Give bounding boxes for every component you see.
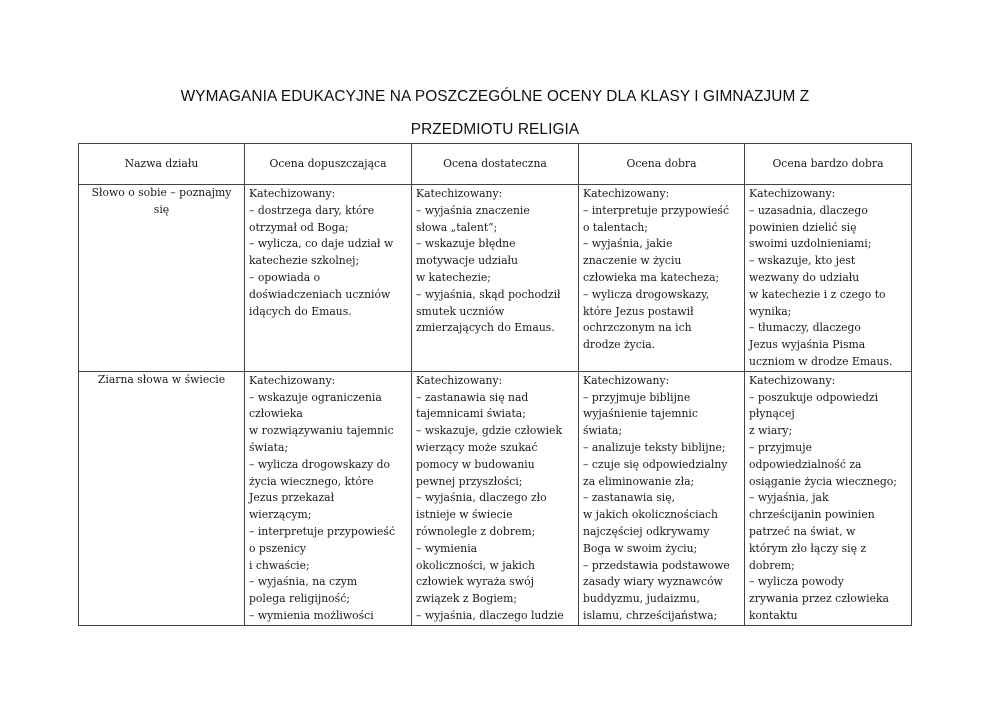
requirement-line: zmierzających do Emaus. [416, 321, 555, 335]
requirement-line: – wymienia [416, 541, 478, 555]
requirements-table [78, 143, 912, 626]
requirement-line: – wymienia możliwości [249, 608, 374, 622]
requirement-line: z wiary; [749, 424, 793, 438]
requirement-line: patrzeć na świat, w [749, 524, 856, 538]
requirement-line: – wyjaśnia, na czym [249, 575, 358, 589]
requirement-line: – interpretuje przypowieść [249, 524, 395, 538]
requirement-line: – wskazuje ograniczenia [249, 390, 382, 404]
requirement-line: – uzasadnia, dlaczego [749, 203, 868, 217]
requirement-line: o pszenicy [249, 541, 307, 555]
requirement-line: swoimi uzdolnieniami; [749, 237, 872, 251]
requirement-line: ochrzczonym na ich [583, 321, 692, 335]
requirement-line: człowiek wyraża swój [416, 575, 534, 589]
table-header-row [79, 144, 912, 185]
requirements-cell-good [579, 371, 745, 625]
document-title [60, 80, 930, 146]
requirement-line: słowa „talent”; [416, 220, 498, 234]
requirement-line: – wyjaśnia, skąd pochodził [416, 287, 561, 301]
requirement-line: w jakich okolicznościach [583, 508, 719, 522]
requirement-line: świata; [583, 424, 623, 438]
requirement-line: chrześcijanin powinien [749, 508, 875, 522]
requirement-line: wynika; [749, 304, 792, 318]
requirements-cell-very-good [745, 185, 912, 372]
requirement-line: – analizuje teksty biblijne; [583, 440, 726, 454]
requirement-line: – wyjaśnia, dlaczego ludzie [416, 608, 564, 622]
requirement-line: Jezus przekazał [249, 491, 335, 505]
requirement-line: dobrem; [749, 558, 795, 572]
requirement-line: kontaktu [749, 608, 798, 622]
title-line-1: WYMAGANIA EDUKACYJNE NA POSZCZEGÓLNE OCENY DLA KLASY I GIMNAZJUM Z [180, 88, 810, 105]
requirement-line: – wyjaśnia, jak [749, 491, 829, 505]
requirement-line: które Jezus postawił [583, 304, 694, 318]
requirement-line: płynącej [749, 407, 795, 421]
requirement-line: istnieje w świecie [416, 508, 513, 522]
requirement-line: – wyjaśnia, dlaczego zło [416, 491, 547, 505]
requirement-line: pewnej przyszłości; [416, 474, 523, 488]
requirement-line: powinien dzielić się [749, 220, 857, 234]
requirements-cell-sufficient [245, 185, 412, 372]
requirement-line: w katechezie i z czego to [749, 287, 886, 301]
requirement-line: człowieka [249, 407, 303, 421]
section-name-line: się [153, 202, 170, 216]
requirement-line: Katechizowany: [416, 187, 503, 200]
section-name-cell [79, 185, 245, 372]
requirement-line: wierzący może szukać [416, 440, 538, 454]
requirement-line: Katechizowany: [749, 373, 836, 387]
requirement-line: odpowiedzialność za [749, 457, 862, 471]
requirement-line: którym zło łączy się z [749, 541, 867, 555]
requirement-line: świata; [249, 440, 289, 454]
requirement-line: pomocy w budowaniu [416, 457, 535, 471]
requirement-line: o talentach; [583, 220, 648, 234]
requirement-line: – czuje się odpowiedzialny [583, 457, 728, 471]
requirement-line: Boga w swoim życiu; [583, 541, 698, 555]
requirement-line: – tłumaczy, dlaczego [749, 321, 861, 335]
requirements-cell-sufficient [245, 371, 412, 625]
requirement-line: Katechizowany: [249, 187, 336, 200]
requirement-line: uczniom w drodze Emaus. [749, 354, 893, 368]
section-name-line: Słowo o sobie – poznajmy [91, 186, 232, 199]
requirement-line: tajemnicami świata; [416, 407, 526, 421]
requirement-line: buddyzmu, judaizmu, [583, 592, 700, 606]
requirements-cell-very-good [745, 371, 912, 625]
requirement-line: człowieka ma katecheza; [583, 270, 720, 284]
table-row [79, 185, 912, 372]
requirement-line: i chwaście; [249, 558, 310, 572]
requirement-line: – dostrzega dary, które [249, 203, 375, 217]
requirement-line: okoliczności, w jakich [416, 558, 535, 572]
requirement-line: wyjaśnienie tajemnic [583, 407, 698, 421]
header-grade-satisfactory: Ocena dostateczna [412, 144, 579, 185]
requirement-line: polega religijność; [249, 592, 350, 606]
requirement-line: Katechizowany: [749, 187, 836, 200]
requirement-line: katechezie szkolnej; [249, 254, 360, 268]
requirement-line: Katechizowany: [583, 373, 670, 387]
requirement-line: idących do Emaus. [249, 304, 352, 318]
requirement-line: – wskazuje błędne [416, 237, 516, 251]
requirement-line: motywacje udziału [416, 254, 518, 268]
requirement-line: wezwany do udziału [749, 270, 860, 284]
requirement-line: Katechizowany: [249, 373, 336, 387]
section-name-cell [79, 371, 245, 625]
requirement-line: – wyjaśnia znaczenie [416, 203, 530, 217]
requirement-line: najczęściej odkrywamy [583, 524, 710, 538]
requirement-line: związek z Bogiem; [416, 592, 518, 606]
requirement-line: życia wiecznego, które [249, 474, 374, 488]
requirement-line: – wskazuje, gdzie człowiek [416, 424, 562, 438]
requirement-line: – wylicza, co daje udział w [249, 237, 394, 251]
requirement-line: Katechizowany: [416, 373, 503, 387]
requirement-line: wierzącym; [249, 508, 312, 522]
requirement-line: – wylicza powody [749, 575, 844, 589]
requirement-line: – interpretuje przypowieść [583, 203, 729, 217]
requirement-line: równolegle z dobrem; [416, 524, 536, 538]
header-section-name: Nazwa działu [79, 144, 245, 185]
requirement-line: doświadczeniach uczniów [249, 287, 391, 301]
requirements-cell-satisfactory [412, 371, 579, 625]
requirement-line: – zastanawia się, [583, 491, 676, 505]
requirement-line: osiąganie życia wiecznego; [749, 474, 897, 488]
requirement-line: – przyjmuje biblijne [583, 390, 691, 404]
requirement-line: – wskazuje, kto jest [749, 254, 856, 268]
requirement-line: Katechizowany: [583, 187, 670, 200]
requirement-line: znaczenie w życiu [583, 254, 682, 268]
header-grade-sufficient: Ocena dopuszczająca [245, 144, 412, 185]
requirement-line: – wylicza drogowskazy, [583, 287, 710, 301]
header-grade-good: Ocena dobra [579, 144, 745, 185]
requirement-line: otrzymał od Boga; [249, 220, 349, 234]
requirement-line: w rozwiązywaniu tajemnic [249, 424, 394, 438]
requirement-line: – wyjaśnia, jakie [583, 237, 673, 251]
requirement-line: w katechezie; [416, 270, 491, 284]
requirement-line: – przedstawia podstawowe [583, 558, 730, 572]
header-grade-very-good: Ocena bardzo dobra [745, 144, 912, 185]
requirement-line: – zastanawia się nad [416, 390, 529, 404]
requirement-line: – poszukuje odpowiedzi [749, 390, 879, 404]
requirement-line: za eliminowanie zła; [583, 474, 695, 488]
table-row [79, 371, 912, 625]
requirement-line: zasady wiary wyznawców [583, 575, 723, 589]
requirement-line: zrywania przez człowieka [749, 592, 889, 606]
requirement-line: smutek uczniów [416, 304, 505, 318]
requirements-cell-good [579, 185, 745, 372]
requirement-line: Jezus wyjaśnia Pisma [749, 338, 866, 352]
section-name-line: Ziarna słowa w świecie [97, 372, 226, 386]
requirements-cell-satisfactory [412, 185, 579, 372]
requirement-line: – opowiada o [249, 270, 321, 284]
title-line-2: PRZEDMIOTU RELIGIA [410, 121, 580, 138]
requirement-line: drodze życia. [583, 338, 656, 352]
requirement-line: islamu, chrześcijaństwa; [583, 608, 718, 622]
requirement-line: – wylicza drogowskazy do [249, 457, 391, 471]
requirement-line: – przyjmuje [749, 440, 812, 454]
